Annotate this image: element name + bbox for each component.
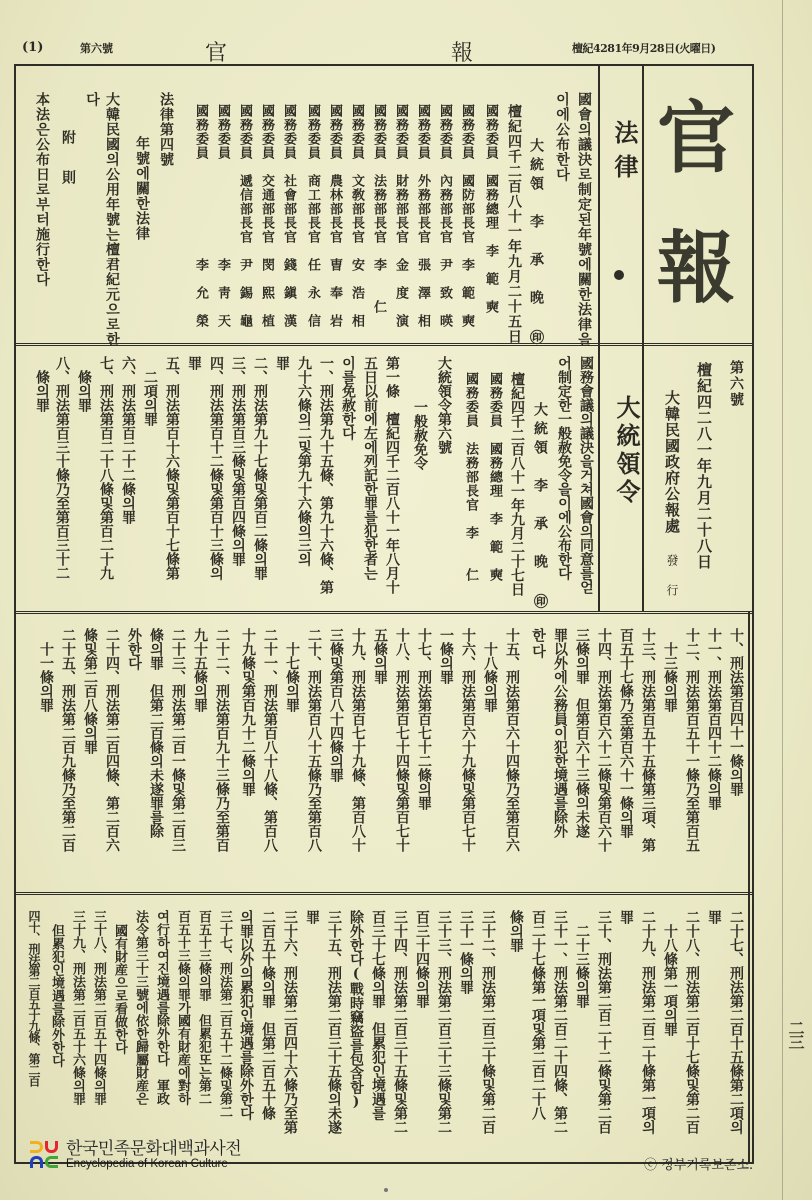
decree-item: 三十九、刑法第二百五十六條의罪 — [70, 910, 85, 1105]
masthead-title-char-1: 官 — [657, 93, 736, 184]
encyclopedia-logo-korean: 한국민족문화대백과사전 — [66, 1139, 242, 1159]
law-signatory: 國務委員 文敎部長官 安 浩 相 — [349, 104, 364, 328]
decree-item-cont: 一條의罪 — [438, 628, 454, 684]
decree-item-cont: 十一條의罪 — [38, 642, 54, 712]
decree-item: 三十、刑法第二百二十二條및第二百 — [596, 910, 612, 1134]
law-president-signature: 大統領 李 承 晚 ㊞ — [528, 138, 544, 349]
decree-item: 六、刑法第百二十二條의罪 — [120, 356, 136, 524]
decree-item-cont: 百三十七條의罪 但累犯인境遇를 — [370, 910, 386, 1120]
decree-item: 十五、刑法第百六十四條乃至第百六 — [504, 628, 520, 852]
decree-item: 八、刑法第百三十條乃至第百三十二 — [54, 356, 70, 580]
decree-item: 十六、刑法第百六十九條및第百七十 — [460, 628, 476, 852]
decree-item-cont: 百五十三條의罪 但累犯또는第二 — [196, 910, 211, 1105]
law-body-2: 다 — [84, 92, 100, 107]
decree-item-cont: 三條및第百八十四條의罪 — [328, 628, 344, 782]
decree-item: 七、刑法第百二十八條및第百二十九 — [98, 356, 114, 580]
decree-item: 十七、刑法第百七十二條의罪 — [416, 628, 432, 810]
masthead-title-char-2: 報 — [657, 223, 736, 314]
decree-number: 大統領令第六號 — [436, 356, 452, 454]
decree-item-cont: 條의罪 — [508, 910, 524, 952]
header-title — [205, 36, 475, 66]
decree-item: 三十三、刑法第二百三十三條및第二 — [436, 910, 452, 1134]
decree-item: 二十三、刑法第二百一條및第二百三 — [170, 628, 186, 852]
decree-article-1-cont: 이를免赦한다 — [340, 356, 356, 440]
law-name: 年號에關한法律 — [134, 136, 150, 241]
row-divider-3 — [14, 892, 754, 895]
decree-item-cont: 十八條의罪 — [482, 642, 498, 712]
law-signatory: 國務委員 財務部長官 金 度 演 — [393, 104, 408, 328]
decree-item-cont: 條및第二百八條의罪 — [82, 628, 98, 754]
masthead-date: 檀紀四二八一年九月二十八日 — [695, 362, 713, 570]
section-bullet-icon — [614, 270, 624, 280]
decree-article-1: 第一條 檀紀四千二百八十一年八月十 — [384, 356, 400, 594]
decree-item-cont: 한다 — [530, 628, 546, 660]
decree-item: 三十四、刑法第二百三十五條및第二 — [392, 910, 408, 1134]
header-issue-number: 第六號 — [80, 42, 113, 55]
section-rule — [598, 64, 600, 612]
decree-item: 五、刑法第百十六條및第百十七條第 — [164, 356, 180, 580]
law-promulgation-date: 檀紀四千二百八十一年九月二十五日 — [506, 104, 522, 344]
page-number: (1) — [22, 40, 44, 55]
decree-president-signature: 大統領 李 承 晚 ㊞ — [532, 402, 548, 613]
law-signatory: 國務委員 法務部長官 李 仁 — [371, 104, 386, 314]
header-title-char-2: 報 — [450, 41, 475, 66]
decree-item-cont: 十九條및第百九十二條의罪 — [240, 628, 256, 796]
law-number: 法律第四號 — [158, 92, 174, 167]
decree-item: 十三、刑法第百五十五條第三項、第 — [640, 628, 656, 852]
masthead-publisher: 大韓民國政府公報處 — [663, 390, 681, 534]
encyclopedia-logo — [30, 1140, 241, 1170]
decree-item-cont: 國有財産으로看做한다 — [112, 924, 127, 1054]
decree-item-cont: 百五十七條乃至第百六十一條의罪 — [618, 628, 634, 838]
decree-item-cont: 九十六條의二및第九十六條의三의 — [296, 356, 312, 566]
side-page-mark: 二三 — [786, 1020, 805, 1048]
decree-item-cont: 의罪以外의累犯인境遇를除外한다 — [238, 910, 254, 1120]
law-signatory: 國務委員 內務部長官 尹 致 暎 — [437, 104, 452, 328]
law-signatory: 國務委員 國防部長官 李 範 奭 — [459, 104, 474, 328]
decree-item: 二十二、刑法第百九十三條乃至第百 — [214, 628, 230, 852]
law-signatory: 國務委員 商工部長官 任 永 信 — [305, 104, 320, 328]
decree-item-cont: 罪以外에公務員이犯한境遇를除外 — [552, 628, 568, 838]
decree-item-cont: 三條의罪 但第百六十三條의未遂 — [574, 628, 590, 838]
decree-item-cont: 條의罪 — [76, 370, 92, 412]
decree-signatory: 國務委員 國務總理 李 範 奭 — [487, 372, 502, 582]
decree-item: 一、刑法第九十五條、第九十六條、第 — [318, 356, 334, 594]
decree-item-cont: 百三十四條의罪 — [414, 910, 430, 1008]
decree-item: 十、刑法第百四十一條의罪 — [728, 628, 744, 796]
decree-item: 三十五、刑法第二百三十五條의未遂 — [326, 910, 342, 1134]
decree-item-cont: 罪 — [186, 356, 202, 372]
law-signatory: 國務委員 農林部長官 曺 奉 岩 — [327, 104, 342, 328]
law-signatory: 國務委員 李 靑 天 — [215, 104, 230, 328]
masthead-rule-left — [642, 64, 644, 612]
law-signatory: 國務委員 國務總理 李 範 奭 — [483, 104, 498, 314]
decree-item: 十八、刑法第百七十四條및第百七十 — [394, 628, 410, 852]
decree-item: 四十、刑法第二百五十九條、第二百 — [27, 910, 41, 1086]
decree-item-cont: 罪 — [304, 910, 320, 926]
decree-item-cont: 除外한다(戰時竊盜를包含함) — [348, 910, 364, 1110]
decree-item-cont: 五條의罪 — [372, 628, 388, 684]
decree-signatory: 國務委員 法務部長官 李 仁 — [463, 372, 478, 582]
decree-item: 三十七、刑法第二百五十二條및第二 — [217, 910, 232, 1118]
decree-item-cont: 十七條의罪 — [284, 642, 300, 712]
decree-item: 三十八、刑法第二百五十四條의罪 — [91, 910, 106, 1105]
decree-item: 十四、刑法第百六十二條및第百六十 — [596, 628, 612, 852]
decree-item: 二十八、刑法第二百十七條및第二百 — [684, 910, 700, 1134]
header-title-char-1: 官 — [205, 41, 230, 66]
decree-item: 十一、刑法第百四十二條의罪 — [706, 628, 722, 810]
law-signatory: 國務委員 李 允 榮 — [193, 104, 208, 328]
decree-item-cont: 三十一條의罪 — [458, 910, 474, 994]
decree-item-cont: 十八條第一項의罪 — [662, 924, 678, 1036]
decree-item-cont: 十三條의罪 — [662, 642, 678, 712]
decree-item-cont: 條의罪 但第二百條의未遂罪를除 — [148, 628, 164, 838]
header-date: 檀紀4281年9月28日(火曜日) — [572, 42, 716, 55]
decree-item: 二十五、刑法第二百九條乃至第二百 — [60, 628, 76, 852]
masthead-publish-label: 發 行 — [665, 554, 679, 598]
page-edge-rule — [782, 0, 783, 1200]
decree-item: 二十四、刑法第二百四條、第二百六 — [104, 628, 120, 852]
decree-item-cont: 여行하여진境遇를除外한다 軍政 — [154, 910, 169, 1105]
copyright-notice: ⓒ 정부기록보존소. — [644, 1158, 754, 1173]
decree-item: 二十、刑法第百八十五條乃至第百八 — [306, 628, 322, 852]
decree-item-cont: 法令第三十三號에依한歸屬財産은 — [133, 910, 148, 1105]
decree-intro-2: 어制定한一般赦免令을이에公布한다 — [556, 356, 572, 580]
body-rule-right — [748, 612, 750, 1164]
decree-item: 四、刑法第百十二條및第百十三條의 — [208, 356, 224, 580]
encyclopedia-logo-english: Encyclopedia of Korean Culture — [66, 1158, 228, 1170]
section-title-decree: 大統領令 — [612, 395, 641, 507]
masthead-rule-right — [752, 64, 754, 612]
decree-item-cont: 但累犯인境遇를除外한다 — [49, 924, 64, 1067]
decree-intro-1: 國務會議의議決을거쳐國會의同意를얻 — [578, 356, 594, 594]
law-supplementary-title: 附 則 — [60, 130, 76, 190]
decree-item-cont: 百五十三條의罪가國有財産에對하 — [175, 910, 190, 1105]
section-title-law: 法律 — [610, 120, 639, 188]
masthead-issue-number: 第六號 — [728, 360, 744, 408]
encyclopedia-logo-icon — [30, 1141, 60, 1169]
decree-item-cont: 罪 — [706, 910, 722, 926]
decree-item-cont: 條의罪 — [34, 370, 50, 412]
law-supplementary-text: 本法은公布日로부터施行한다 — [34, 92, 50, 287]
decree-item: 三十二、刑法第二百三十條및第二百 — [480, 910, 496, 1134]
decree-item: 二、刑法第九十七條및第百二條의罪 — [252, 356, 268, 580]
decree-item: 三十六、刑法第二百四十六條乃至第 — [282, 910, 298, 1134]
decree-item: 十二、刑法第百五十一條乃至第百五 — [684, 628, 700, 852]
decree-item: 三十一、刑法第二百二十四條、第二 — [552, 910, 568, 1134]
law-body-1: 大韓民國의公用年號는檀君紀元으로한 — [104, 92, 120, 347]
law-signatory: 國務委員 外務部長官 張 澤 相 — [415, 104, 430, 328]
decree-item-cont: 罪 — [618, 910, 634, 926]
decree-item: 二十一、刑法第百八十八條、第百八 — [262, 628, 278, 852]
law-signatory: 國務委員 社會部長官 錢 鎭 漢 — [281, 104, 296, 328]
decree-item-cont: 罪 — [274, 356, 290, 372]
decree-item: 二十七、刑法第二百十五條第二項의 — [728, 910, 744, 1134]
decree-article-1-cont: 五日以前에左에列記한罪를犯한者는 — [362, 356, 378, 580]
law-signatory: 國務委員 交通部長官 閔 熙 植 — [259, 104, 274, 328]
decree-item-cont: 二百五十條의罪 但第二百五十條 — [260, 910, 276, 1120]
decree-name: 一般赦免令 — [412, 400, 428, 470]
page-speck — [384, 1188, 388, 1192]
decree-item-cont: 二項의罪 — [142, 370, 158, 426]
law-intro-2: 이에公布한다 — [554, 92, 570, 182]
decree-item-cont: 百二十七條第一項및第二百二十八 — [530, 910, 546, 1120]
decree-item-cont: 九十五條의罪 — [192, 628, 208, 712]
decree-item: 二十九、刑法第二百二十條第一項의 — [640, 910, 656, 1134]
decree-item-cont: 外한다 — [126, 628, 142, 670]
law-signatory: 國務委員 遞信部長官 尹 錫 龜 — [237, 104, 252, 328]
decree-item: 三、刑法第百三條및第百四條의罪 — [230, 356, 246, 566]
decree-item: 十九、刑法第百七十九條、第百八十 — [350, 628, 366, 852]
decree-promulgation-date: 檀紀四千二百八十一年九月二十七日 — [509, 372, 525, 596]
law-intro-1: 國會의議決로制定된年號에關한法律을 — [576, 92, 592, 347]
decree-item-cont: 二十三條의罪 — [574, 924, 590, 1008]
